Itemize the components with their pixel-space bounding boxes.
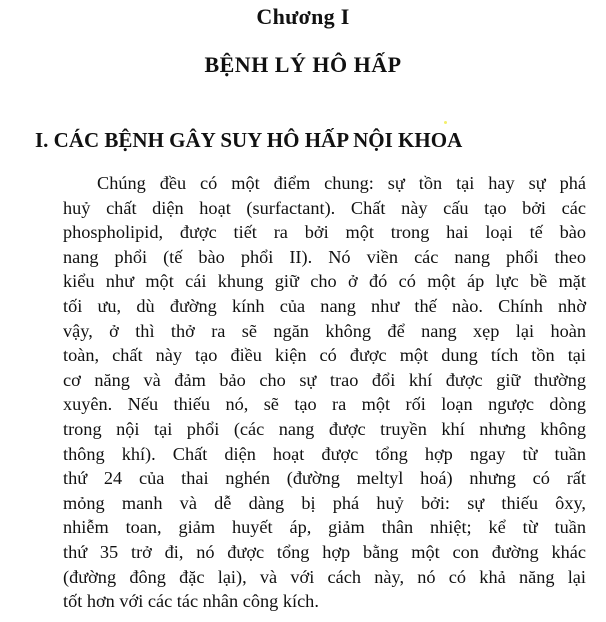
paragraph-line: nhiễm toan, giảm huyết áp, giảm thân nhiệt; kể từ tuần — [63, 517, 586, 538]
paragraph-line: trong nội tại phổi (các nang được truyền khí nhưng không — [63, 418, 586, 439]
paragraph-line: kiểu như một cái khung giữ cho ở đó có một áp lực bề mặt — [63, 271, 586, 292]
paragraph-line: (đường đông đặc lại), và với cách này, nó có khả năng lại — [63, 566, 586, 587]
paragraph-line: Chúng đều có một điểm chung: sự tồn tại hay sự phá — [97, 173, 586, 193]
paragraph-line: toàn, chất này tạo điều kiện có được một dung tích tồn tại — [63, 345, 586, 366]
chapter-title: BỆNH LÝ HÔ HẤP — [204, 52, 402, 77]
paragraph-line: thông khí). Chất diện hoạt được tổng hợp ngay từ tuần — [63, 443, 586, 464]
paragraph-line: tối ưu, dù đường kính của nang như thế nào. Chính nhờ — [63, 295, 586, 316]
body-paragraph — [63, 171, 586, 614]
chapter-label: Chương I — [256, 4, 350, 29]
paragraph-line: tốt hơn với các tác nhân công kích. — [63, 591, 319, 612]
paragraph-line: thứ 24 của thai nghén (đường meltyl hoá) nhưng có rất — [63, 468, 586, 489]
paragraph-line: huỷ chất diện hoạt (surfactant). Chất này cấu tạo bởi các — [63, 197, 586, 218]
paragraph-line: nang phổi (tế bào phổi II). Nó viền các nang phổi theo — [63, 246, 586, 267]
paragraph-line: cơ năng và đảm bảo cho sự trao đổi khí được giữ thường — [63, 369, 586, 390]
paragraph-line: thứ 35 trở đi, nó được tổng hợp bằng một con đường khác — [63, 541, 586, 562]
paragraph-line: phospholipid, được tiết ra bởi một trong hai loại tế bào — [63, 222, 586, 243]
paragraph-line: vậy, ở thì thở ra sẽ ngăn không để nang xẹp lại hoàn — [63, 320, 586, 341]
decorative-dot — [444, 121, 447, 124]
section-heading: I. CÁC BỆNH GÂY SUY HÔ HẤP NỘI KHOA — [35, 128, 463, 152]
paragraph-line: mỏng manh và dễ dàng bị phá huỷ bởi: sự thiếu ôxy, — [63, 492, 586, 513]
paragraph-line: xuyên. Nếu thiếu nó, sẽ tạo ra một rối loạn ngược dòng — [63, 394, 586, 415]
